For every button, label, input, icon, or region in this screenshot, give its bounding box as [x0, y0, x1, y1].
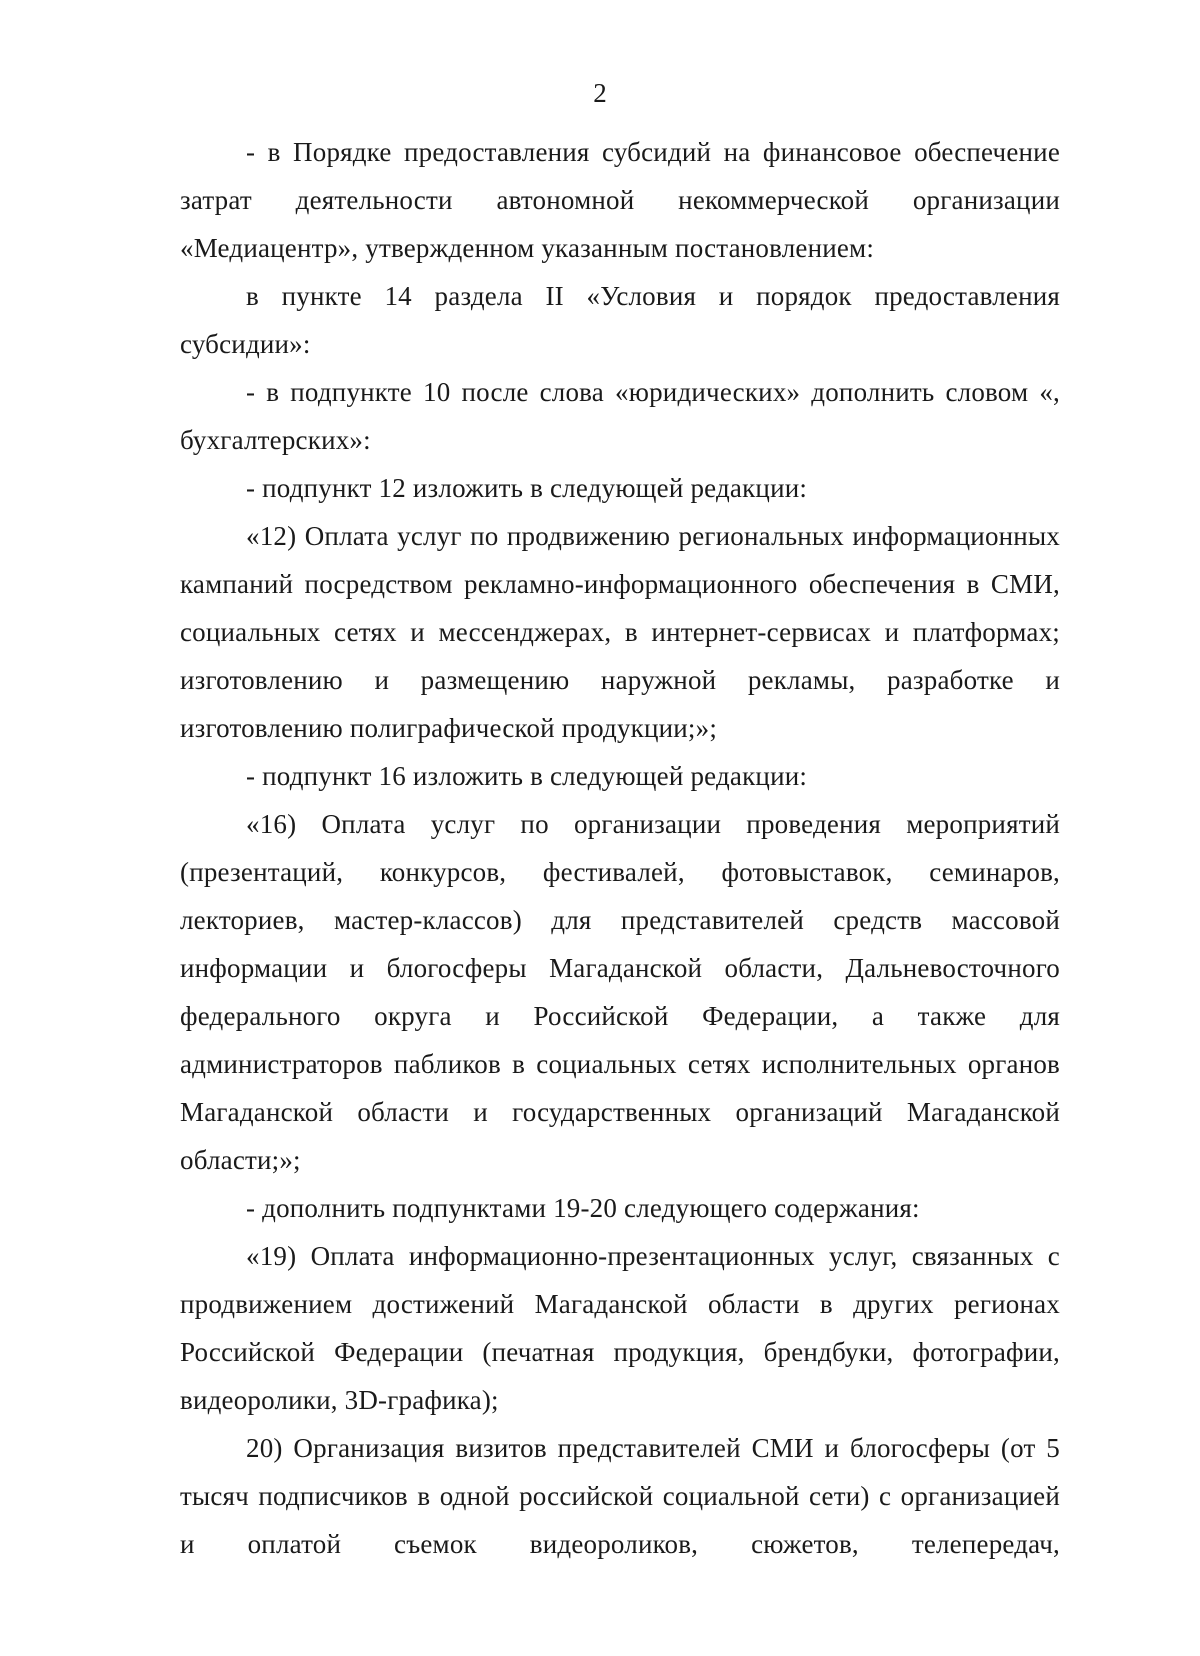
paragraph-subclause-20-text: 20) Организация визитов представителей СМИ и блогосферы (от 5 тысяч подписчиков в одной российской социальной сети) с организацией и оплатой съемок видеороликов, сюжетов, телепередач, [180, 1433, 1060, 1559]
paragraph-subclause-12-text: «12) Оплата услуг по продвижению региональных информационных кампаний посредством рекламно-информационного обеспечения в СМИ, социальных сетях и мессенджерах, в интернет-сервисах и платформах; изготовлению и размещению наружной рекламы, разработке и изготовлению полиграфической продукции;»; [180, 521, 1060, 743]
paragraph-subclauses-19-20-intro: - дополнить подпунктами 19-20 следующего содержания: [246, 1193, 920, 1223]
paragraph-subclause-19-text: «19) Оплата информационно-презентационных услуг, связанных с продвижением достижений Магаданской области в других регионах Российской Федерации (печатная продукция, брендбуки, фотографии, видеоролики, 3D-графика); [180, 1241, 1060, 1415]
paragraph-subclause-12-intro: - подпункт 12 изложить в следующей редакции: [246, 473, 808, 503]
paragraph-subclause-16-intro: - подпункт 16 изложить в следующей редакции: [246, 761, 808, 791]
paragraph-clause-14: в пункте 14 раздела II «Условия и порядок предоставления субсидии»: [180, 281, 1060, 359]
document-body [180, 128, 1060, 1568]
paragraph-procedure-intro: - в Порядке предоставления субсидий на финансовое обеспечение затрат деятельности автономной некоммерческой организации «Медиацентр», утвержденном указанным постановлением: [180, 137, 1060, 263]
paragraph-subclause-16-text: «16) Оплата услуг по организации проведения мероприятий (презентаций, конкурсов, фестивалей, фотовыставок, семинаров, лекториев, мастер-классов) для представителей средств массовой информации и блогосферы Магаданской области, Дальневосточного федерального округа и Российской Федерации, а также для администраторов пабликов в социальных сетях исполнительных органов Магаданской области и государственных организаций Магаданской области;»; [180, 809, 1060, 1175]
page-number: 2 [593, 78, 607, 108]
paragraph-subclause-10: - в подпункте 10 после слова «юридических» дополнить словом «, бухгалтерских»: [180, 377, 1060, 455]
